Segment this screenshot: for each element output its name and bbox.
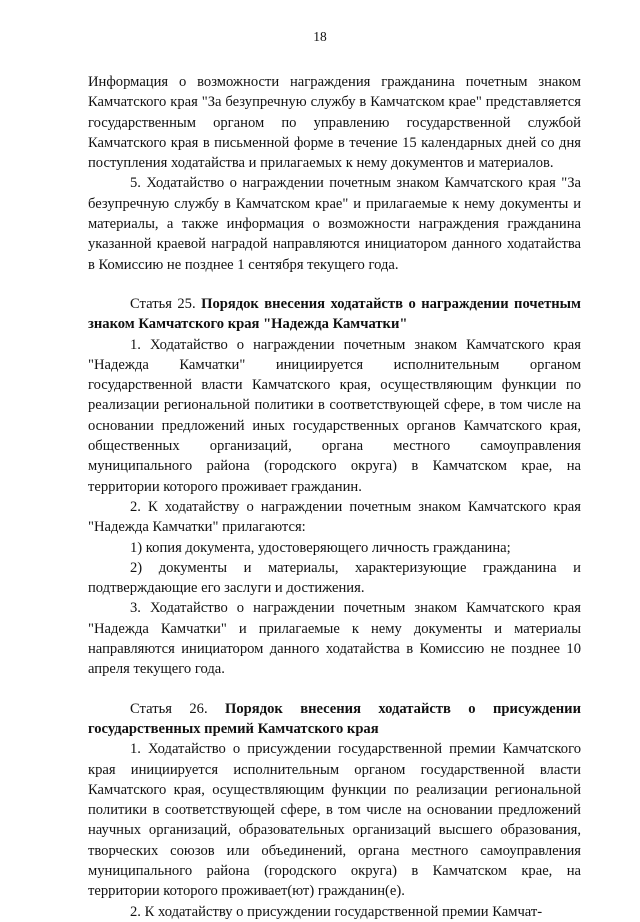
article-26-heading — [88, 699, 581, 740]
page-number: 18 — [313, 29, 327, 44]
paragraph: 3. Ходатайство о награждении почетным знаком Камчатского края "Надежда Камчатки" и прилагаемые к нему документы и материалы направляются инициатором данного ходатайства в Комиссию не позднее 10 апреля текущего года. — [88, 600, 581, 678]
list-item: 2) документы и материалы, характеризующие гражданина и подтверждающие его заслуги и достижения. — [88, 559, 581, 597]
paragraph: 1. Ходатайство о награждении почетным знаком Камчатского края "Надежда Камчатки" инициируется исполнительным органом государственной власти Камчатского края, осуществляющим функции по реализации региональной политики в соответствующей сфере, в том числе на основании предложений иных государственных органов Камчатского края, общественных организаций, органа местного самоуправления муниципального района (городского округа) в Камчатском крае, на территории которого проживает гражданин. — [88, 336, 581, 495]
article-title: Порядок внесения ходатайств о присуждении государственных премий Камчатского края — [88, 700, 582, 737]
paragraph: 1. Ходатайство о присуждении государственной премии Камчатского края инициируется исполнительным органом государственной власти Камчатского края, осуществляющим функции по реализации региональной политики в соответствующей сфере, в том числе на основании предложений научных организаций, образовательных организаций высшего образования, творческих союзов или объединений, органа местного самоуправления муниципального района (городского округа) в Камчатском крае, на территории которого проживает(ют) гражданин(е). — [88, 741, 581, 900]
article-25-heading — [88, 294, 581, 335]
article-label: Статья 26. — [130, 700, 208, 717]
paragraph: Информация о возможности награждения гражданина почетным знаком Камчатского края "За безупречную службу в Камчатском крае" представляется государственным органом по управлению государственной службой Камчатского края в письменной форме в течение 15 календарных дней со дня поступления ходатайства и прилагаемых к нему документов и материалов. — [88, 74, 581, 172]
paragraph: 2. К ходатайству о награждении почетным знаком Камчатского края "Надежда Камчатки" прилагаются: — [88, 498, 581, 536]
article-title: Порядок внесения ходатайств о награждении почетным знаком Камчатского края "Надежда Камчатки" — [88, 295, 582, 333]
paragraph: 5. Ходатайство о награждении почетным знаком Камчатского края "За безупречную службу в Камчатском крае" и прилагаемые к нему документы и материалы, а также информация о возможности награждения гражданина указанной краевой наградой направляются инициатором данного ходатайства в Комиссию не позднее 1 сентября текущего года. — [88, 175, 581, 273]
list-item: 1) копия документа, удостоверяющего личность гражданина; — [130, 539, 511, 556]
document-body — [88, 72, 581, 922]
article-label: Статья 25. — [130, 295, 196, 312]
paragraph: 2. К ходатайству о присуждении государственной премии Камчат- — [130, 903, 543, 920]
